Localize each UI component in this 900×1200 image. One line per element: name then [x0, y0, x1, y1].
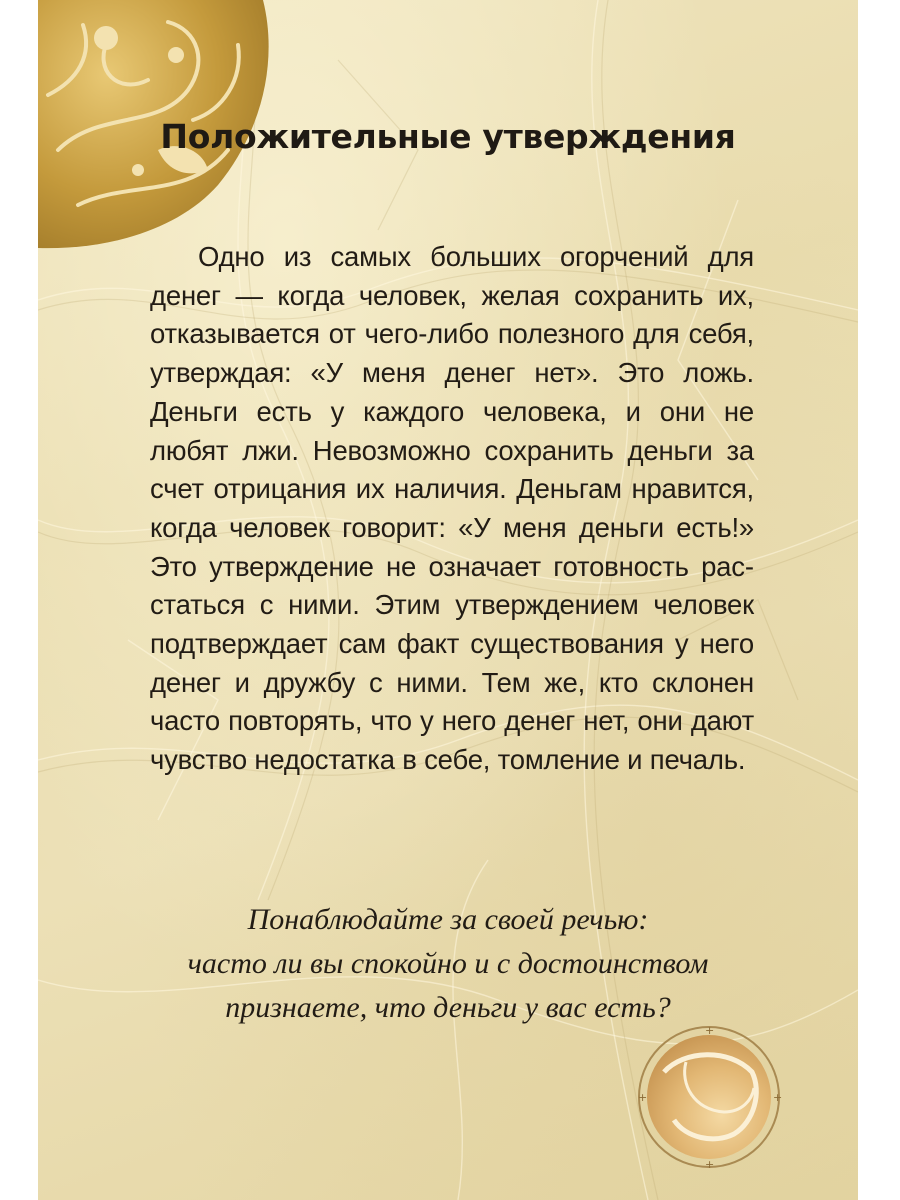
closing-question	[98, 898, 798, 1030]
svg-text:+: +	[638, 1091, 648, 1104]
quote-line: признаете, что деньги у вас есть?	[225, 991, 671, 1024]
gold-zodiac-emblem	[634, 1022, 784, 1172]
svg-text:+: +	[705, 1024, 715, 1037]
svg-text:+: +	[705, 1158, 715, 1171]
page-title: Положительные утверждения	[160, 117, 736, 156]
quote-line: часто ли вы спокойно и с достоинством	[187, 947, 709, 980]
card-page	[38, 0, 858, 1200]
body-paragraph: Одно из самых больших огорчений для денег — когда человек, желая сохранить их, отказывается от чего-либо полезного для себя, утверждая: «У меня денег нет». Это ложь. Деньги есть у каждого человека, и они не любят лжи. Невозможно сохранить деньги за счет отрицания их наличия. Деньгам нравится, когда человек говорит: «У меня деньги есть!» Это утверждение не означает готовность расстаться с ними. Этим утверждением человек подтверждает сам факт существования у него денег и дружбу с ними. Тем же, кто склонен часто повторять, что у него денег нет, они дают чувство недостатка в себе, томление и печаль.	[150, 241, 754, 776]
quote-line: Понаблюдайте за своей речью:	[247, 903, 649, 936]
svg-text:+: +	[773, 1091, 783, 1104]
